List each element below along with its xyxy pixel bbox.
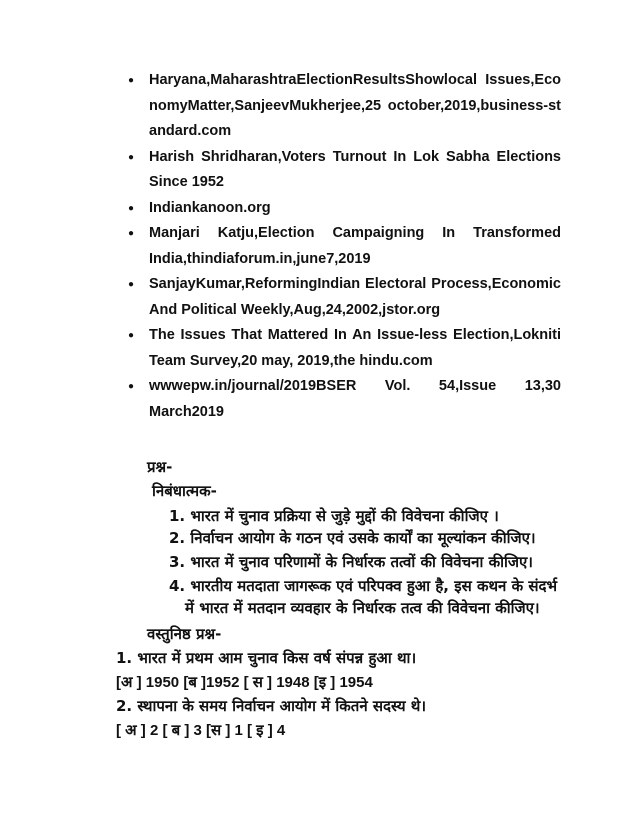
essay-question-4: 4. भारतीय मतदाता जागरूक एवं परिपक्व हुआ है, इस कथन के संदर्भ (169, 577, 557, 595)
reference-item: ● wwwepw.in/journal/2019BSER Vol. 54,Issue 13,30 March2019 (149, 374, 561, 425)
objective-question-2: 2. स्थापना के समय निर्वाचन आयोग में कितने सदस्य थे। (116, 697, 427, 715)
reference-item: ● The Issues That Mattered In An Issue-less Election,Lokniti Team Survey,20 may, 2019,the hindu.com (149, 323, 561, 374)
reference-item: ● Haryana,MaharashtraElectionResultsShowlocal Issues,EconomyMatter,SanjeevMukherjee,25 october,2019,business-standard.com (149, 68, 561, 145)
reference-item: ● Manjari Katju,Election Campaigning In Transformed India,thindiaforum.in,june7,2019 (149, 221, 561, 272)
essay-question-3: 3. भारत में चुनाव परिणामों के निर्धारक तत्वों की विवेचना कीजिए। (169, 553, 533, 571)
objective-question-1-options: [अ ] 1950 [ब ]1952 [ स ] 1948 [इ ] 1954 (116, 674, 373, 691)
reference-item: ● SanjayKumar,ReformingIndian Electoral Process,Economic And Political Weekly,Aug,24,2002,jstor.org (149, 272, 561, 323)
objective-question-1: 1. भारत में प्रथम आम चुनाव किस वर्ष संपन्न हुआ था। (116, 649, 417, 667)
essay-question-2: 2. निर्वाचन आयोग के गठन एवं उसके कार्यों का मूल्यांकन कीजिए। (169, 529, 536, 547)
questions-heading: प्रश्न- (147, 458, 173, 476)
objective-question-2-options: [ अ ] 2 [ ब ] 3 [स ] 1 [ इ ] 4 (116, 722, 286, 739)
essay-heading: निबंधात्मक- (152, 482, 217, 500)
essay-question-4-continued: में भारत में मतदान व्यवहार के निर्धारक तत्व की विवेचना कीजिए। (185, 599, 540, 617)
reference-list (149, 68, 561, 425)
reference-item: ● Indiankanoon.org (149, 196, 561, 222)
reference-item: ● Harish Shridharan,Voters Turnout In Lok Sabha Elections Since 1952 (149, 145, 561, 196)
objective-heading: वस्तुनिष्ठ प्रश्न- (147, 625, 222, 643)
essay-question-1: 1. भारत में चुनाव प्रक्रिया से जुड़े मुद्दों की विवेचना कीजिए । (169, 507, 499, 525)
